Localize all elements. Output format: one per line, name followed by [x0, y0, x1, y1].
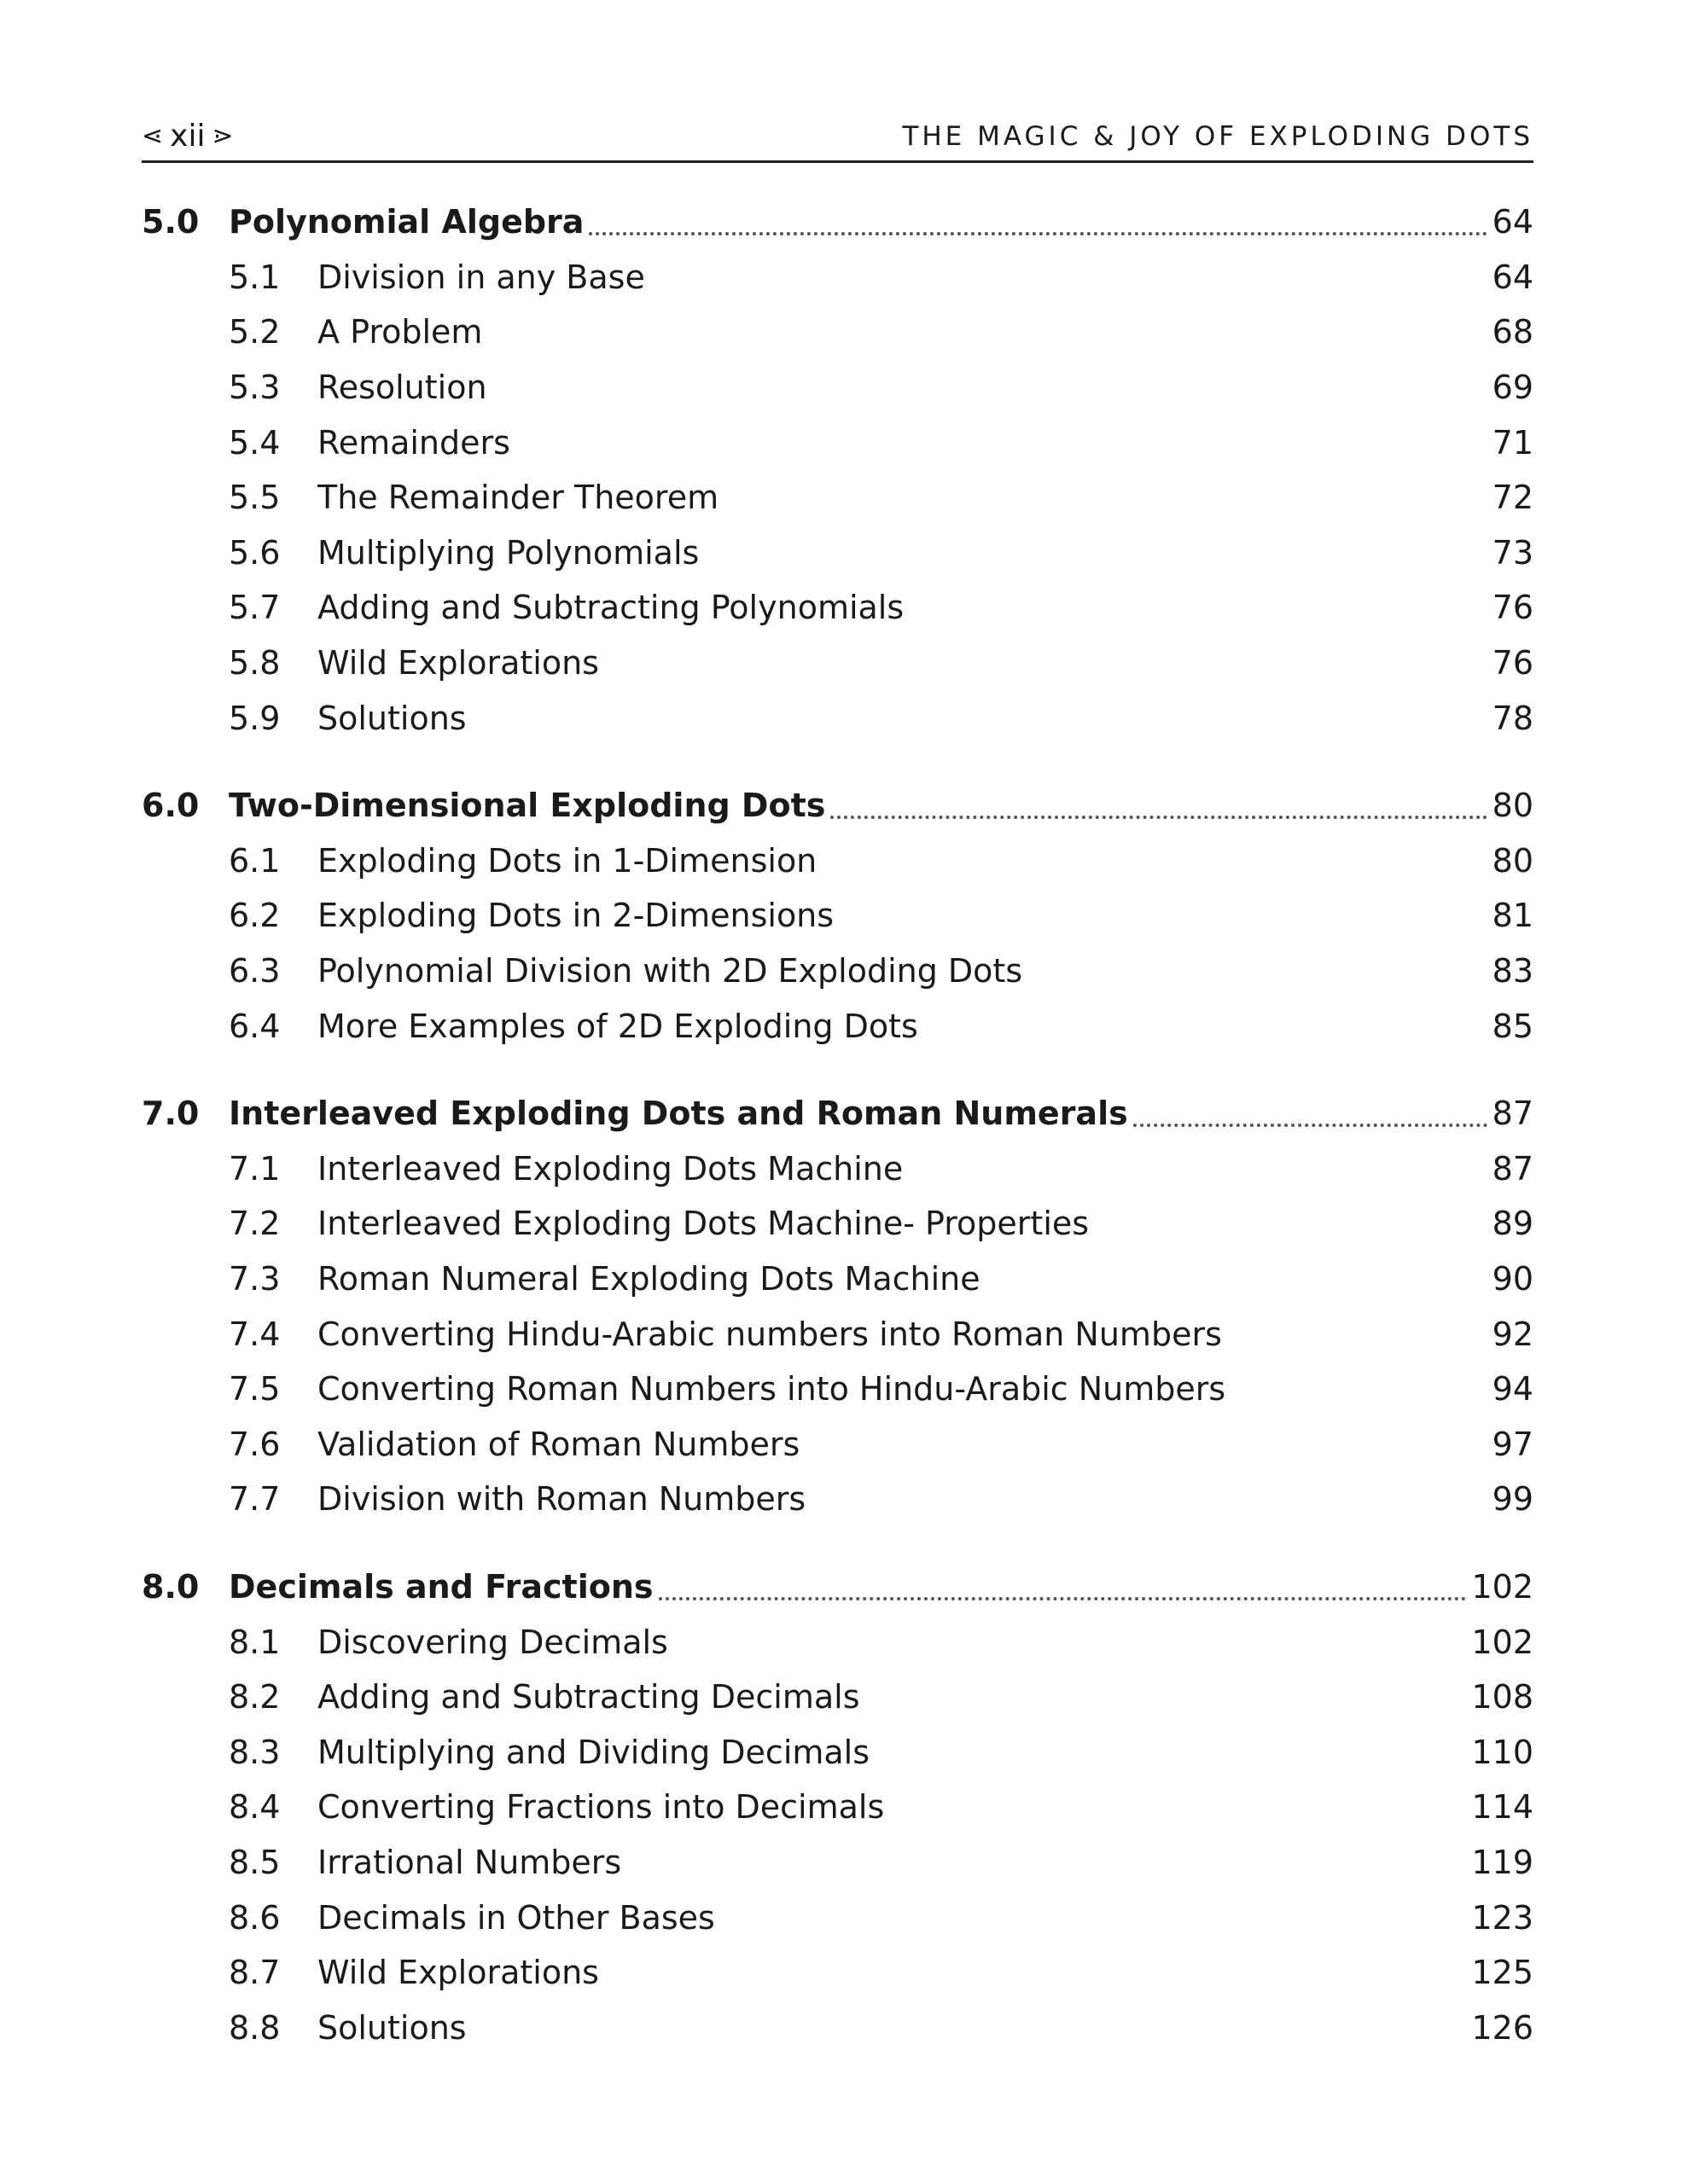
section-page: 94 [1492, 1370, 1533, 1409]
section-title: Solutions [317, 2008, 467, 2047]
section-page: 92 [1492, 1315, 1533, 1353]
section-number: 6.4 [229, 1007, 281, 1045]
section-title: Validation of Roman Numbers [317, 1425, 800, 1463]
section-number: 6.1 [229, 841, 281, 880]
section-page: 76 [1492, 644, 1533, 682]
toc-section-row[interactable] [142, 1362, 1533, 1417]
section-page: 97 [1492, 1425, 1533, 1463]
chapter-page: 102 [1471, 1567, 1533, 1606]
section-page: 69 [1492, 369, 1533, 407]
toc-section-row[interactable] [142, 1945, 1533, 2001]
page-number-text: xii [170, 119, 206, 154]
section-page: 87 [1492, 1149, 1533, 1188]
section-title: Multiplying and Dividing Decimals [317, 1733, 870, 1771]
section-number: 7.1 [229, 1149, 281, 1188]
toc-chapter-heading[interactable] [142, 1560, 1533, 1615]
section-page: 71 [1492, 423, 1533, 462]
toc-section-row[interactable] [142, 250, 1533, 305]
section-title: Division in any Base [317, 258, 645, 296]
toc-section-row[interactable] [142, 998, 1533, 1054]
chapter-title: Decimals and Fractions [229, 1567, 654, 1606]
section-number: 7.7 [229, 1480, 281, 1519]
section-title: Exploding Dots in 1-Dimension [317, 841, 817, 880]
toc-section-row[interactable] [142, 1306, 1533, 1362]
toc-section-row[interactable] [142, 888, 1533, 944]
toc-section-row[interactable] [142, 360, 1533, 415]
section-number: 7.4 [229, 1315, 281, 1353]
chapter-number: 7.0 [142, 1095, 200, 1133]
section-title: Adding and Subtracting Decimals [317, 1678, 860, 1716]
section-number: 5.8 [229, 644, 281, 682]
section-number: 8.5 [229, 1843, 281, 1881]
section-page: 80 [1492, 841, 1533, 880]
toc-section-row[interactable] [142, 415, 1533, 470]
dot-leader [659, 1565, 1467, 1600]
chapter-title: Polynomial Algebra [229, 203, 585, 241]
section-page: 85 [1492, 1007, 1533, 1045]
section-page: 89 [1492, 1205, 1533, 1243]
section-page: 68 [1492, 313, 1533, 351]
toc-section-row[interactable] [142, 1835, 1533, 1891]
section-title: The Remainder Theorem [317, 479, 719, 517]
section-title: Decimals in Other Bases [317, 1898, 715, 1937]
toc-section-row[interactable] [142, 1252, 1533, 1307]
toc-section-row[interactable] [142, 1670, 1533, 1725]
section-number: 7.5 [229, 1370, 281, 1409]
toc-chapter-heading[interactable] [142, 778, 1533, 834]
toc-section-row[interactable] [142, 1890, 1533, 1945]
toc-section-row[interactable] [142, 1196, 1533, 1252]
toc-section-row[interactable] [142, 1724, 1533, 1780]
chapter-number: 8.0 [142, 1567, 200, 1606]
section-title: Adding and Subtracting Polynomials [317, 589, 905, 627]
section-number: 7.6 [229, 1425, 281, 1463]
section-page: 110 [1471, 1733, 1533, 1771]
section-number: 7.3 [229, 1259, 281, 1298]
section-number: 5.5 [229, 479, 281, 517]
section-page: 78 [1492, 699, 1533, 737]
section-title: More Examples of 2D Exploding Dots [317, 1007, 918, 1045]
section-title: Wild Explorations [317, 644, 599, 682]
section-title: Discovering Decimals [317, 1623, 668, 1661]
dot-leader [589, 200, 1487, 235]
section-title: Exploding Dots in 2-Dimensions [317, 897, 835, 935]
section-title: Converting Roman Numbers into Hindu-Arabic Numbers [317, 1370, 1226, 1409]
section-number: 8.8 [229, 2008, 281, 2047]
section-title: Division with Roman Numbers [317, 1480, 806, 1519]
chapter-number: 5.0 [142, 203, 200, 241]
section-number: 5.1 [229, 258, 281, 296]
toc-section-row[interactable] [142, 2000, 1533, 2055]
chapter-page: 64 [1492, 203, 1533, 241]
section-number: 8.2 [229, 1678, 281, 1716]
toc-section-row[interactable] [142, 526, 1533, 581]
toc-section-row[interactable] [142, 636, 1533, 691]
left-arrow-icon: ⋖ [142, 121, 164, 151]
right-arrow-icon: ⋗ [212, 121, 234, 151]
section-number: 6.2 [229, 897, 281, 935]
toc-section-row[interactable] [142, 305, 1533, 360]
section-title: Irrational Numbers [317, 1843, 622, 1881]
toc-section-row[interactable] [142, 1416, 1533, 1472]
chapter-title: Interleaved Exploding Dots and Roman Numerals [229, 1095, 1128, 1133]
section-number: 8.3 [229, 1733, 281, 1771]
toc-chapter [142, 1560, 1533, 2055]
toc-section-row[interactable] [142, 834, 1533, 889]
section-number: 5.9 [229, 699, 281, 737]
section-title: Wild Explorations [317, 1954, 599, 1992]
section-title: Interleaved Exploding Dots Machine- Properties [317, 1205, 1090, 1243]
chapter-title: Two-Dimensional Exploding Dots [229, 787, 826, 825]
dot-leader [1133, 1091, 1487, 1127]
section-number: 5.6 [229, 533, 281, 572]
section-title: Polynomial Division with 2D Exploding Dots [317, 952, 1023, 990]
section-number: 8.7 [229, 1954, 281, 1992]
table-of-contents [142, 195, 1533, 2088]
section-title: Interleaved Exploding Dots Machine [317, 1149, 904, 1188]
section-title: Converting Hindu-Arabic numbers into Roman Numbers [317, 1315, 1222, 1353]
section-number: 6.3 [229, 952, 281, 990]
dot-leader [830, 783, 1487, 819]
chapter-page: 87 [1492, 1095, 1533, 1133]
page-header [142, 118, 1533, 163]
chapter-number: 6.0 [142, 787, 200, 825]
section-page: 119 [1471, 1843, 1533, 1881]
section-title: Converting Fractions into Decimals [317, 1788, 885, 1827]
section-page: 76 [1492, 589, 1533, 627]
toc-chapter [142, 778, 1533, 1054]
section-title: Roman Numeral Exploding Dots Machine [317, 1259, 980, 1298]
section-title: Resolution [317, 369, 487, 407]
section-page: 102 [1471, 1623, 1533, 1661]
section-title: Multiplying Polynomials [317, 533, 700, 572]
section-page: 90 [1492, 1259, 1533, 1298]
section-number: 5.2 [229, 313, 281, 351]
section-page: 125 [1471, 1954, 1533, 1992]
toc-section-row[interactable] [142, 470, 1533, 526]
section-number: 8.1 [229, 1623, 281, 1661]
section-page: 81 [1492, 897, 1533, 935]
toc-section-row[interactable] [142, 944, 1533, 999]
section-number: 5.7 [229, 589, 281, 627]
section-page: 73 [1492, 533, 1533, 572]
section-page: 123 [1471, 1898, 1533, 1937]
running-title: THE MAGIC & JOY OF EXPLODING DOTS [902, 121, 1533, 152]
section-number: 8.4 [229, 1788, 281, 1827]
chapter-page: 80 [1492, 787, 1533, 825]
toc-chapter [142, 195, 1533, 746]
toc-section-row[interactable] [142, 1780, 1533, 1835]
toc-section-row[interactable] [142, 1614, 1533, 1670]
section-page: 64 [1492, 258, 1533, 296]
section-title: Remainders [317, 423, 510, 462]
section-page: 99 [1492, 1480, 1533, 1519]
toc-section-row[interactable] [142, 580, 1533, 636]
section-page: 72 [1492, 479, 1533, 517]
toc-section-row[interactable] [142, 1472, 1533, 1527]
section-number: 5.3 [229, 369, 281, 407]
toc-section-row[interactable] [142, 690, 1533, 746]
page-number [142, 118, 234, 155]
section-number: 5.4 [229, 423, 281, 462]
toc-chapter-heading[interactable] [142, 1086, 1533, 1141]
toc-section-row[interactable] [142, 1141, 1533, 1197]
section-number: 8.6 [229, 1898, 281, 1937]
toc-chapter [142, 1086, 1533, 1527]
section-page: 108 [1471, 1678, 1533, 1716]
section-page: 126 [1471, 2008, 1533, 2047]
section-number: 7.2 [229, 1205, 281, 1243]
section-title: A Problem [317, 313, 483, 351]
section-page: 114 [1471, 1788, 1533, 1827]
section-page: 83 [1492, 952, 1533, 990]
section-title: Solutions [317, 699, 467, 737]
toc-chapter-heading[interactable] [142, 195, 1533, 250]
